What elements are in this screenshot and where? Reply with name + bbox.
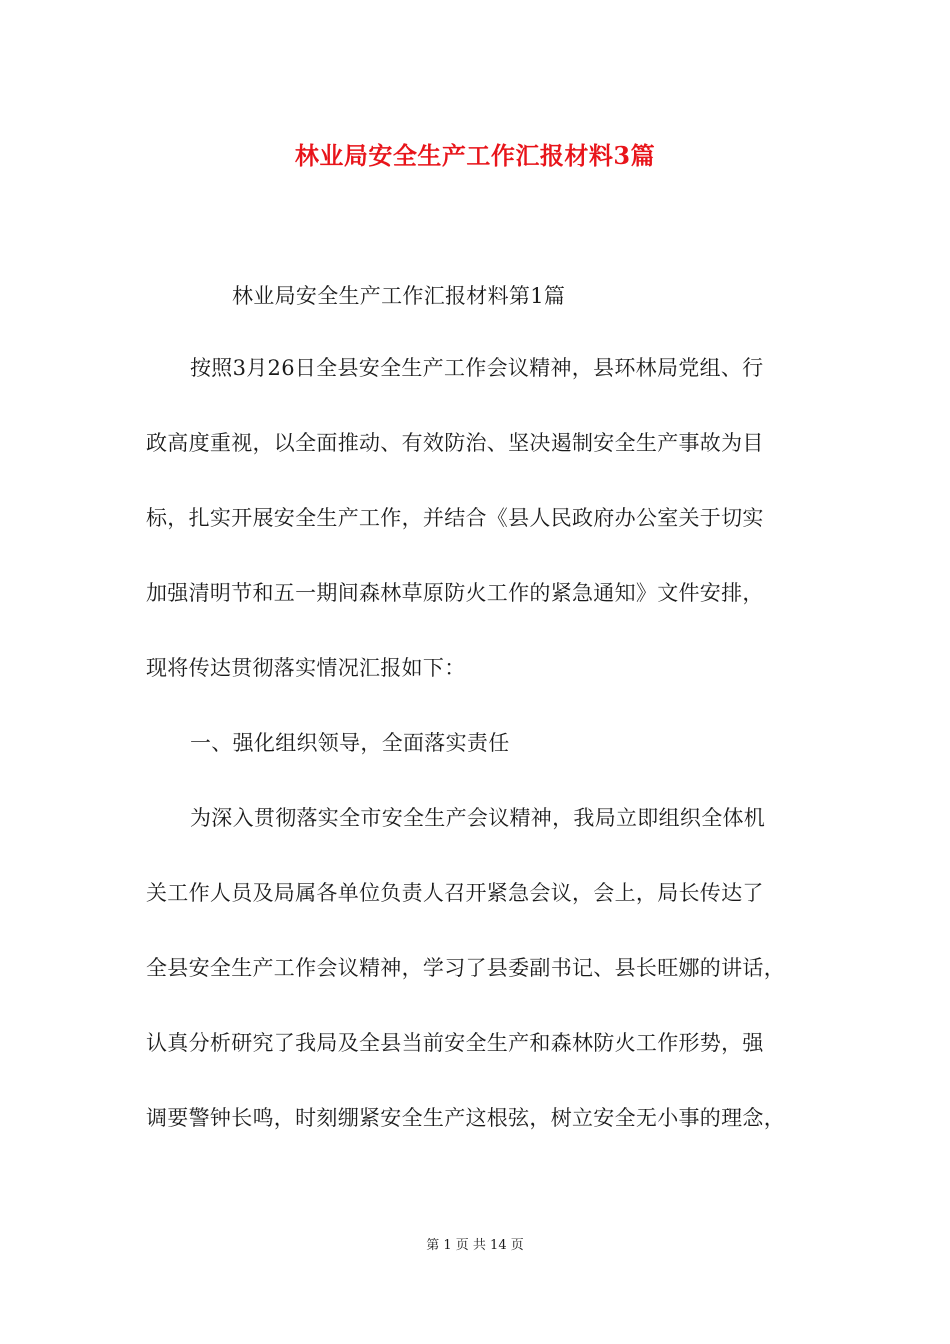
paragraph-line: 为深入贯彻落实全市安全生产会议精神，我局立即组织全体机 [190, 806, 766, 830]
paragraph-line: 调要警钟长鸣，时刻绷紧安全生产这根弦，树立安全无小事的理念， [146, 1106, 785, 1130]
paragraph-line: 政高度重视，以全面推动、有效防治、坚决遏制安全生产事故为目 [146, 431, 764, 455]
document-title: 林业局安全生产工作汇报材料3篇 [294, 141, 656, 170]
paragraph-line: 关工作人员及局属各单位负责人召开紧急会议，会上，局长传达了 [146, 881, 764, 905]
page-number-footer: 第 1 页 共 14 页 [426, 1238, 524, 1253]
paragraph-line: 按照3月26日全县安全生产工作会议精神，县环林局党组、行 [190, 356, 764, 380]
section-heading: 一、强化组织领导，全面落实责任 [190, 731, 510, 755]
paragraph-line: 现将传达贯彻落实情况汇报如下： [146, 656, 466, 680]
paragraph-line: 标，扎实开展安全生产工作，并结合《县人民政府办公室关于切实 [146, 506, 764, 530]
paragraph-line: 认真分析研究了我局及全县当前安全生产和森林防火工作形势，强 [146, 1031, 764, 1055]
section-subtitle: 林业局安全生产工作汇报材料第1篇 [232, 284, 566, 308]
paragraph-line: 加强清明节和五一期间森林草原防火工作的紧急通知》文件安排， [146, 581, 764, 605]
paragraph-line: 全县安全生产工作会议精神，学习了县委副书记、县长旺娜的讲话， [146, 956, 785, 980]
